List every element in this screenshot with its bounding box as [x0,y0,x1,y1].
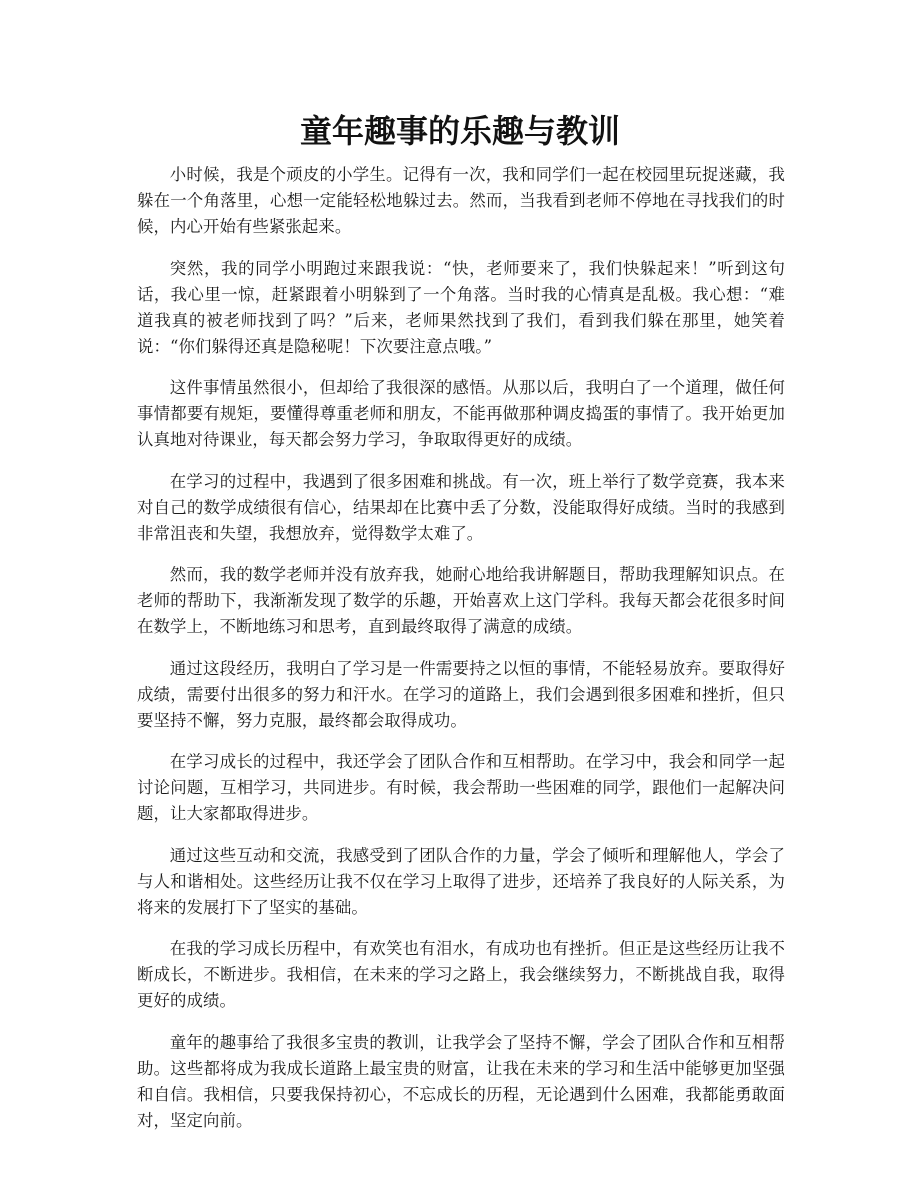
paragraph-10: 童年的趣事给了我很多宝贵的教训，让我学会了坚持不懈，学会了团队合作和互相帮助。这些都将成为我成长道路上最宝贵的财富，让我在未来的学习和生活中能够更加坚强和自信。我相信，只要我保持初心，不忘成长的历程，无论遇到什么困难，我都能勇敢面对，坚定向前。 [137,1032,785,1130]
paragraph-5: 然而，我的数学老师并没有放弃我，她耐心地给我讲解题目，帮助我理解知识点。在老师的帮助下，我渐渐发现了数学的乐趣，开始喜欢上这门学科。我每天都会花很多时间在数学上，不断地练习和思考，直到最终取得了满意的成绩。 [137,565,785,636]
paragraph-8: 通过这些互动和交流，我感受到了团队合作的力量，学会了倾听和理解他人，学会了与人和谐相处。这些经历让我不仅在学习上取得了进步，还培养了我良好的人际关系，为将来的发展打下了坚实的基础。 [137,845,785,917]
paragraph-7: 在学习成长的过程中，我还学会了团队合作和互相帮助。在学习中，我会和同学一起讨论问题，互相学习，共同进步。有时候，我会帮助一些困难的同学，跟他们一起解决问题，让大家都取得进步。 [137,752,785,823]
document-body [137,162,785,1149]
paragraph-1: 小时候，我是个顽皮的小学生。记得有一次，我和同学们一起在校园里玩捉迷藏，我躲在一个角落里，心想一定能轻松地躲过去。然而，当我看到老师不停地在寻找我们的时候，内心开始有些紧张起来。 [137,165,785,236]
paragraph-9: 在我的学习成长历程中，有欢笑也有泪水，有成功也有挫折。但正是这些经历让我不断成长，不断进步。我相信，在未来的学习之路上，我会继续努力，不断挑战自我，取得更好的成绩。 [137,939,785,1010]
paragraph-4: 在学习的过程中，我遇到了很多困难和挑战。有一次，班上举行了数学竞赛，我本来对自己的数学成绩很有信心，结果却在比赛中丢了分数，没能取得好成绩。当时的我感到非常沮丧和失望，我想放弃，觉得数学太难了。 [137,471,785,543]
paragraph-3: 这件事情虽然很小，但却给了我很深的感悟。从那以后，我明白了一个道理，做任何事情都要有规矩，要懂得尊重老师和朋友，不能再做那种调皮捣蛋的事情了。我开始更加认真地对待课业，每天都会努力学习，争取取得更好的成绩。 [137,378,785,449]
paragraph-2: 突然，我的同学小明跑过来跟我说：“快，老师要来了，我们快躲起来！”听到这句话，我心里一惊，赶紧跟着小明躲到了一个角落。当时我的心情真是乱极。我心想：“难道我真的被老师找到了吗？”后来，老师果然找到了我们，看到我们躲在那里，她笑着说：“你们躲得还真是隐秘呢！下次要注意点哦。” [137,258,785,356]
document-title: 童年趣事的乐趣与教训 [299,112,620,150]
paragraph-6: 通过这段经历，我明白了学习是一件需要持之以恒的事情，不能轻易放弃。要取得好成绩，需要付出很多的努力和汗水。在学习的道路上，我们会遇到很多困难和挫折，但只要坚持不懈，努力克服，最终都会取得成功。 [137,658,785,730]
